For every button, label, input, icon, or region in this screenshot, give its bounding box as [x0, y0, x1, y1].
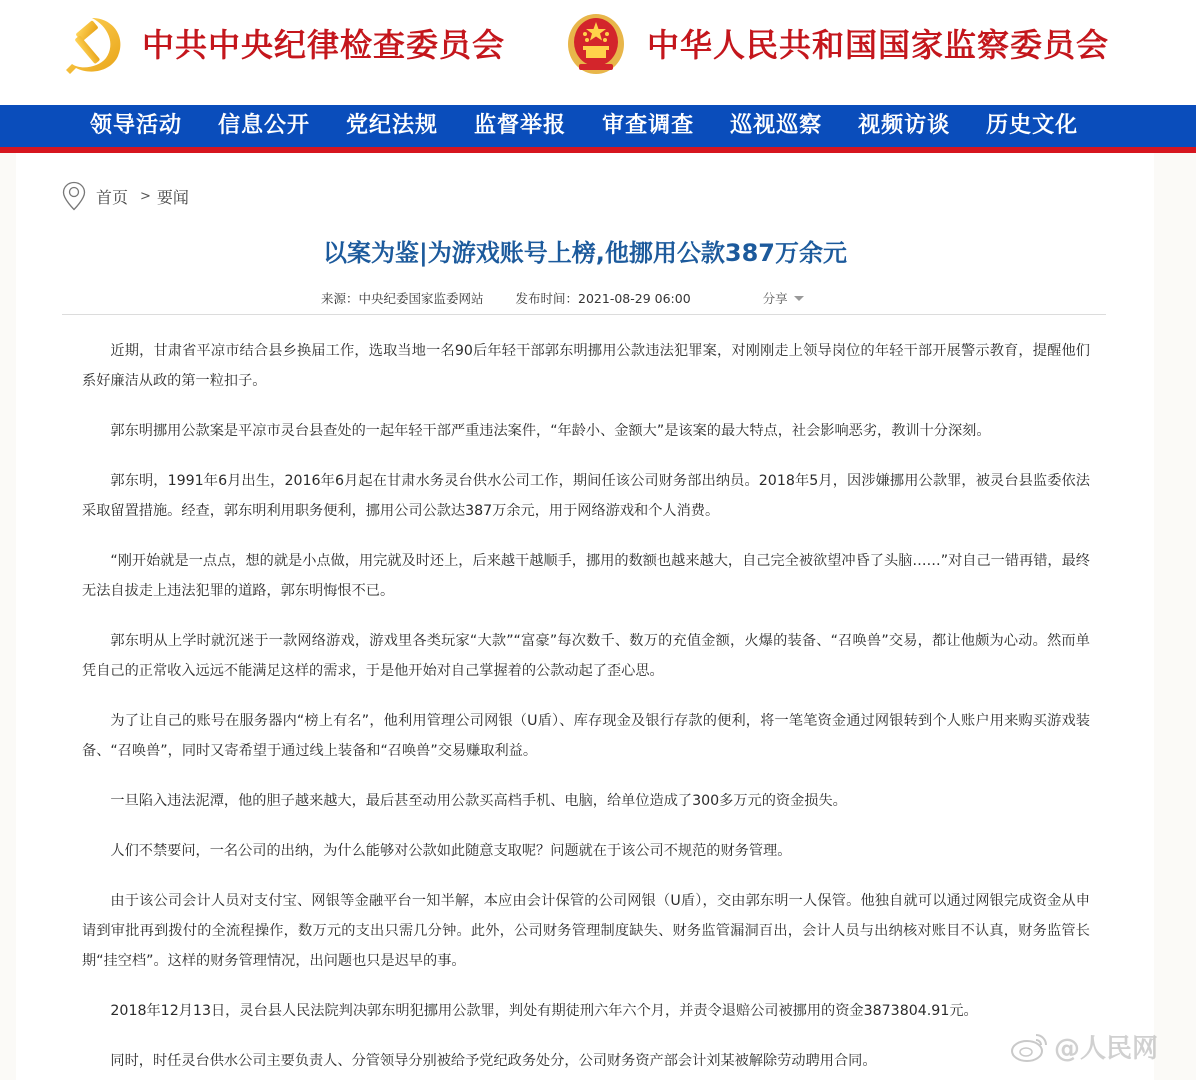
- breadcrumb-home[interactable]: 首页: [96, 187, 129, 207]
- watermark-text: @人民网: [1054, 1034, 1159, 1064]
- location-pin-icon: [62, 181, 86, 211]
- main-nav: [0, 105, 1196, 153]
- nav-item-regulations[interactable]: 党纪法规: [346, 112, 439, 138]
- nav-item-inspection[interactable]: 巡视巡察: [730, 112, 823, 138]
- article-source: 来源：中央纪委国家监委网站: [321, 291, 484, 306]
- national-emblem-icon: [563, 12, 629, 78]
- ccdi-logo[interactable]: [62, 12, 505, 78]
- nav-item-disclosure[interactable]: 信息公开: [218, 112, 311, 138]
- nav-item-investigation[interactable]: 审查调查: [602, 112, 695, 138]
- article-body: [82, 336, 1090, 1080]
- nav-item-leadership[interactable]: 领导活动: [90, 112, 183, 138]
- article-paragraph: 2018年12月13日，灵台县人民法院判决郭东明犯挪用公款罪，判处有期徒刑六年六个月，并责令退赔公司被挪用的资金3873804.91元。: [110, 1003, 978, 1019]
- content-column: [16, 153, 1154, 1080]
- article-paragraph: 郭东明挪用公款案是平凉市灵台县查处的一起年轻干部严重违法案件，“年龄小、金额大”是该案的最大特点，社会影响恶劣，教训十分深刻。: [110, 423, 991, 439]
- article-paragraph: “刚开始就是一点点，想的就是小点做，用完就及时还上，后来越干越顺手，挪用的数额也越来越大，自己完全被欲望冲昏了头脑……”对自己一错再错，最终无法自拔走上违法犯罪的道路，郭东明悔恨不已。: [82, 553, 1090, 599]
- nav-item-video[interactable]: 视频访谈: [858, 112, 951, 138]
- nav-item-report[interactable]: 监督举报: [474, 112, 567, 138]
- chevron-down-icon: [794, 296, 804, 301]
- nsc-name: 中华人民共和国国家监察委员会: [647, 26, 1110, 64]
- breadcrumb-current[interactable]: 要闻: [156, 187, 189, 207]
- article-paragraph: 人们不禁要问，一名公司的出纳，为什么能够对公款如此随意支取呢？问题就在于该公司不规范的财务管理。: [110, 843, 792, 859]
- article-paragraph: 一旦陷入违法泥潭，他的胆子越来越大，最后甚至动用公款买高档手机、电脑，给单位造成了300多万元的资金损失。: [110, 793, 847, 809]
- nav-item-history[interactable]: 历史文化: [986, 112, 1079, 138]
- breadcrumb: [62, 181, 189, 211]
- article-paragraph: 近期，甘肃省平凉市结合县乡换届工作，选取当地一名90后年轻干部郭东明挪用公款违法犯罪案，对刚刚走上领导岗位的年轻干部开展警示教育，提醒他们系好廉洁从政的第一粒扣子。: [82, 343, 1090, 389]
- article-title: 以案为鉴|为游戏账号上榜,他挪用公款387万余元: [323, 239, 847, 267]
- article-paragraph: 郭东明从上学时就沉迷于一款网络游戏，游戏里各类玩家“大款”“富豪”每次数千、数万的充值金额，火爆的装备、“召唤兽”交易，都让他颇为心动。然而单凭自己的正常收入远远不能满足这样的需求，于是他开始对自己掌握着的公款动起了歪心思。: [82, 633, 1090, 679]
- site-header: [0, 0, 1196, 105]
- nsc-logo[interactable]: [563, 12, 1109, 78]
- ccdi-name: 中共中央纪律检查委员会: [142, 26, 506, 64]
- article-meta: [321, 289, 804, 307]
- share-label: 分享: [762, 291, 788, 306]
- article-paragraph: 郭东明，1991年6月出生，2016年6月起在甘肃水务灵台供水公司工作，期间任该公司财务部出纳员。2018年5月，因涉嫌挪用公款罪，被灵台县监委依法采取留置措施。经查，郭东明利用职务便利，挪用公司公款达387万余元，用于网络游戏和个人消费。: [82, 473, 1090, 519]
- hammer-sickle-icon: [62, 12, 128, 78]
- title-divider: [62, 314, 1106, 315]
- share-button[interactable]: [763, 289, 804, 307]
- article-publish-time: 发布时间：2021-08-29 06:00: [515, 291, 691, 306]
- breadcrumb-separator: >: [140, 188, 151, 204]
- article-paragraph: 为了让自己的账号在服务器内“榜上有名”，他利用管理公司网银（U盾）、库存现金及银行存款的便利，将一笔笔资金通过网银转到个人账户用来购买游戏装备、“召唤兽”，同时又寄希望于通过线上装备和“召唤兽”交易赚取利益。: [82, 713, 1090, 759]
- article-paragraph: 由于该公司会计人员对支付宝、网银等金融平台一知半解，本应由会计保管的公司网银（U盾），交由郭东明一人保管。他独自就可以通过网银完成资金从申请到审批再到拨付的全流程操作，数万元的支出只需几分钟。此外，公司财务管理制度缺失、财务监管漏洞百出，会计人员与出纳核对账目不认真，财务监管长期“挂空档”。这样的财务管理情况，出问题也只是迟早的事。: [82, 893, 1090, 969]
- nav-items: [90, 105, 1114, 145]
- article-paragraph: 同时，时任灵台供水公司主要负责人、分管领导分别被给予党纪政务处分，公司财务资产部会计刘某被解除劳动聘用合同。: [110, 1053, 877, 1069]
